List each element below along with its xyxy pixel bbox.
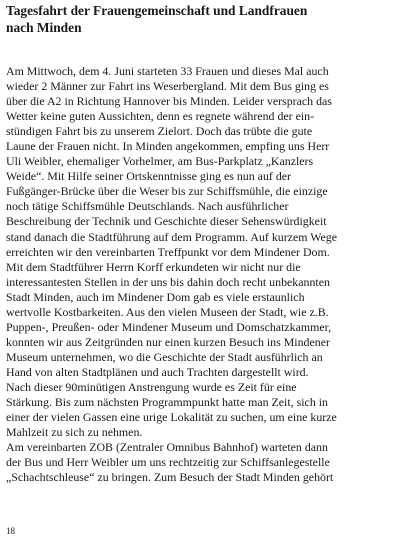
body-line: einer der vielen Gassen eine urige Lokalität zu suchen, um eine kurze <box>6 410 337 425</box>
body-line: Stärkung. Bis zum nächsten Programmpunkt hatte man Zeit, sich in <box>6 395 328 410</box>
body-line: Beschreibung der Technik und Geschichte dieser Sehenswürdigkeit <box>6 214 327 229</box>
body-line: Mahlzeit zu sich zu nehmen. <box>6 425 143 440</box>
body-line: Hand von alten Stadtplänen und auch Trachten dargestellt wird. <box>6 364 309 379</box>
article-title-line: Tagesfahrt der Frauengemeinschaft und Landfrauen <box>6 3 308 18</box>
body-line: wertvolle Kostbarkeiten. Aus den vielen Museen der Stadt, wie z.B. <box>6 304 329 319</box>
body-line: erreichten wir den vereinbarten Treffpunkt vor dem Mindener Dom. <box>6 244 330 259</box>
body-line: Museum unternehmen, wo die Geschichte der Stadt ausführlich an <box>6 349 323 364</box>
body-line: der Bus und Herr Weibler um uns rechtzeitig zur Schiffsanlegestelle <box>6 455 330 470</box>
body-line: Am Mittwoch, dem 4. Juni starteten 33 Frauen und dieses Mal auch <box>6 64 329 78</box>
body-line: Laune der Frauen nicht. In Minden angekommen, empfing uns Herr <box>6 139 330 154</box>
body-line: Wetter keine guten Aussichten, denn es regnete während der ein- <box>6 109 315 124</box>
body-line: konnten wir aus Zeitgründen nur einen kurzen Besuch ins Mindener <box>6 334 330 349</box>
body-line: Fußgänger-Brücke über die Weser bis zur Schiffsmühle, die einzige <box>6 184 328 199</box>
body-line: „Schachtschleuse“ zu bringen. Zum Besuch der Stadt Minden gehört <box>6 470 334 485</box>
body-line: Am vereinbarten ZOB (Zentraler Omnibus Bahnhof) warteten dann <box>6 440 328 455</box>
page-number: 18 <box>6 526 15 536</box>
body-line: interessantesten Stellen in der uns bis dahin doch recht unbekannten <box>6 274 330 289</box>
article-title <box>6 3 386 36</box>
body-line: Mit dem Stadtführer Herrn Korff erkundeten wir nicht nur die <box>6 259 301 274</box>
body-line: Uli Weibler, ehemaliger Vorhelmer, am Bus-Parkplatz „Kanzlers <box>6 154 314 169</box>
body-line: Stadt Minden, auch im Mindener Dom gab es viele erstaunlich <box>6 289 305 304</box>
body-line: Puppen-, Preußen- oder Mindener Museum und Domschatzkammer, <box>6 319 332 334</box>
body-line: wieder 2 Männer zur Fahrt ins Weserbergland. Mit dem Bus ging es <box>6 79 329 94</box>
body-line: stündigen Fahrt bis zu unserem Zielort. Doch das trübte die gute <box>6 124 313 139</box>
article-body <box>6 64 406 485</box>
body-line: über die A2 in Richtung Hannover bis Minden. Leider versprach das <box>6 94 332 109</box>
body-line: Weide“. Mit Hilfe seiner Ortskenntnisse ging es nun auf der <box>6 169 292 184</box>
body-line: stand danach die Stadtführung auf dem Programm. Auf kurzem Wege <box>6 229 338 244</box>
body-line: Nach dieser 90minütigen Anstrengung wurde es Zeit für eine <box>6 379 297 394</box>
article-title-line: nach Minden <box>6 19 82 35</box>
body-line: noch tätige Schiffsmühle Deutschlands. Nach ausführlicher <box>6 199 289 214</box>
